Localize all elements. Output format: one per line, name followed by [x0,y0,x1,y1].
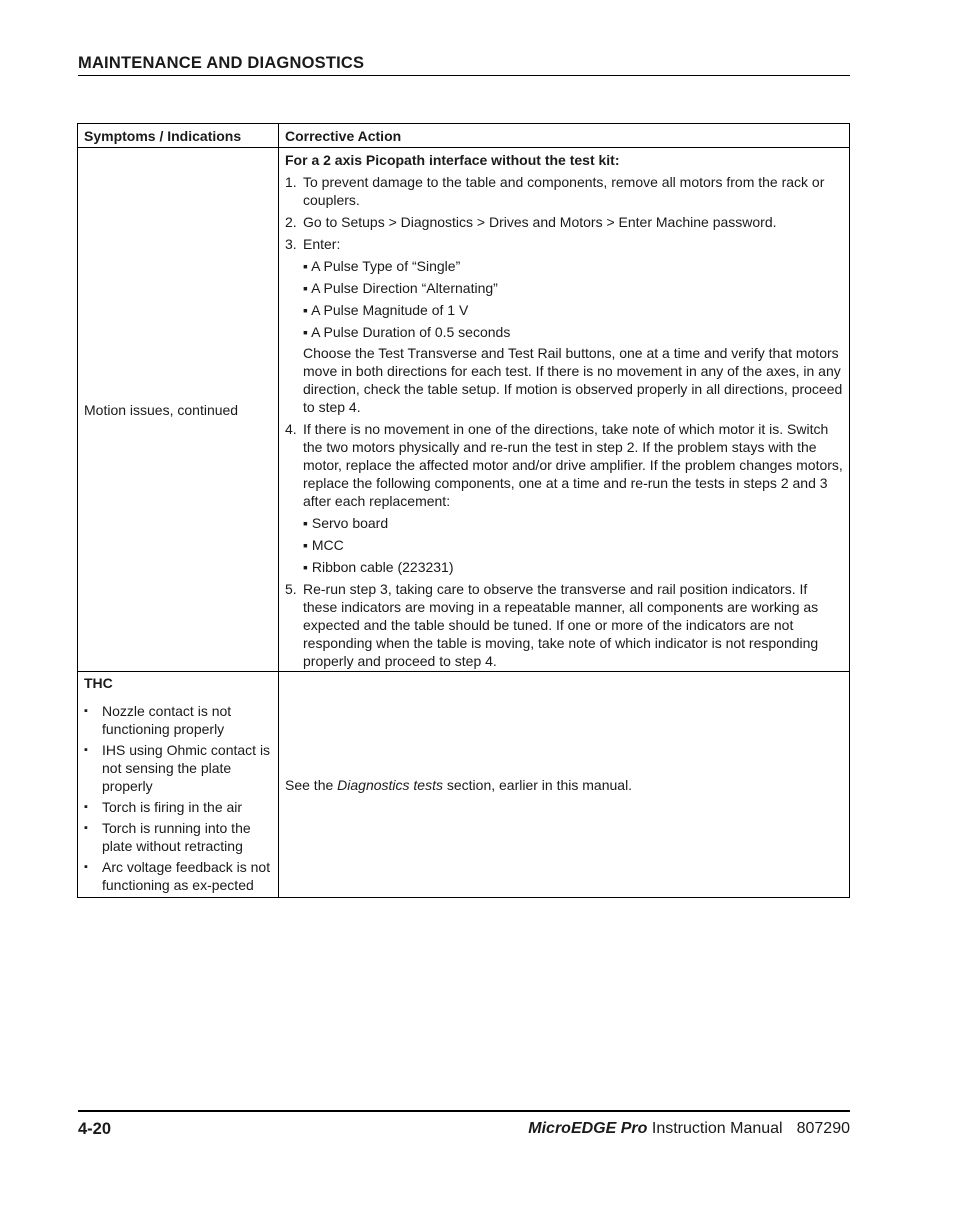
manual-label: Instruction Manual [647,1120,783,1137]
step-4 [285,420,843,576]
page-footer [78,1110,850,1144]
col-header-action: Corrective Action [279,124,850,148]
list-item: ▪ IHS using Ohmic contact is not sensing the plate properly [84,741,272,795]
list-item: ▪ Ribbon cable (223231) [303,559,454,575]
product-name: MicroEDGE Pro [528,1120,648,1137]
step-text: Go to Setups > Diagnostics > Drives and Motors > Enter Machine password. [303,214,777,230]
list-item: ▪ Nozzle contact is not functioning properly [84,702,272,738]
step-text: Re-run step 3, taking care to observe the transverse and rail position indicators. If these indicators are moving in a repeatable manner, all components are working as expected and the table should be tuned. If one or more of the indicators are not responding when the table is moving, take note of which indicator is not responding properly and proceed to step 4. [303,581,819,669]
symptom-cell [78,672,279,898]
step-1 [285,173,843,209]
step-number: 2. [285,214,297,230]
symptom-cell [78,148,279,672]
action-reference: Diagnostics tests [337,776,443,793]
action-cell [279,148,850,672]
page-number: 4-20 [78,1120,112,1138]
list-item: ▪ A Pulse Type of “Single” [303,258,461,274]
step-number: 1. [285,174,297,190]
list-item: ▪ Servo board [303,515,389,531]
action-heading: For a 2 axis Picopath interface without the test kit: [285,152,620,168]
list-item: ▪ Torch is running into the plate without retracting [84,819,272,855]
table-row [78,672,850,898]
page-header [78,54,850,76]
list-item: ▪ A Pulse Duration of 0.5 seconds [303,324,511,340]
action-text-post: section, earlier in this manual. [442,776,633,793]
section-title: MAINTENANCE AND DIAGNOSTICS [78,54,365,72]
thc-symptom-list [84,702,272,894]
list-item: ▪ Arc voltage feedback is not functioning as ex-pected [84,858,272,894]
troubleshooting-table [77,123,850,898]
step-number: 4. [285,421,297,437]
document-number: 807290 [796,1120,850,1137]
list-item: ▪ MCC [303,537,344,553]
step-3 [285,235,843,416]
step-paragraph: Choose the Test Transverse and Test Rail buttons, one at a time and verify that motors move in both directions for each test. If there is no movement in any of the axes, in any direction, check the table setup. If motion is observed properly in all directions, proceed to step 4. [303,345,843,415]
symptom-text: Motion issues, continued [84,401,239,418]
action-cell [279,672,850,898]
thc-title: THC [84,675,113,691]
list-item: ▪ A Pulse Magnitude of 1 V [303,302,469,318]
col-header-symptoms: Symptoms / Indications [78,124,279,148]
step-text: If there is no movement in one of the directions, take note of which motor it is. Switch the two motors physically and re-run the test in step 2. If the problem stays with the motor, replace the affected motor and/or drive amplifier. If the problem changes motors, replace the following components, one at a time and re-run the tests in steps 2 and 3 after each replacement: [303,421,843,509]
step-text: To prevent damage to the table and components, remove all motors from the rack or couplers. [303,174,825,208]
footer-doc-info [528,1120,850,1138]
step-5 [285,580,843,670]
table-row [78,148,850,672]
table-header-row [78,124,850,148]
step-text: Enter: [303,236,341,252]
action-text-pre: See the [285,776,338,793]
step-number: 5. [285,581,297,597]
list-item: ▪ Torch is firing in the air [84,798,272,816]
step-number: 3. [285,236,297,252]
step-2 [285,213,843,231]
list-item: ▪ A Pulse Direction “Alternating” [303,280,498,296]
